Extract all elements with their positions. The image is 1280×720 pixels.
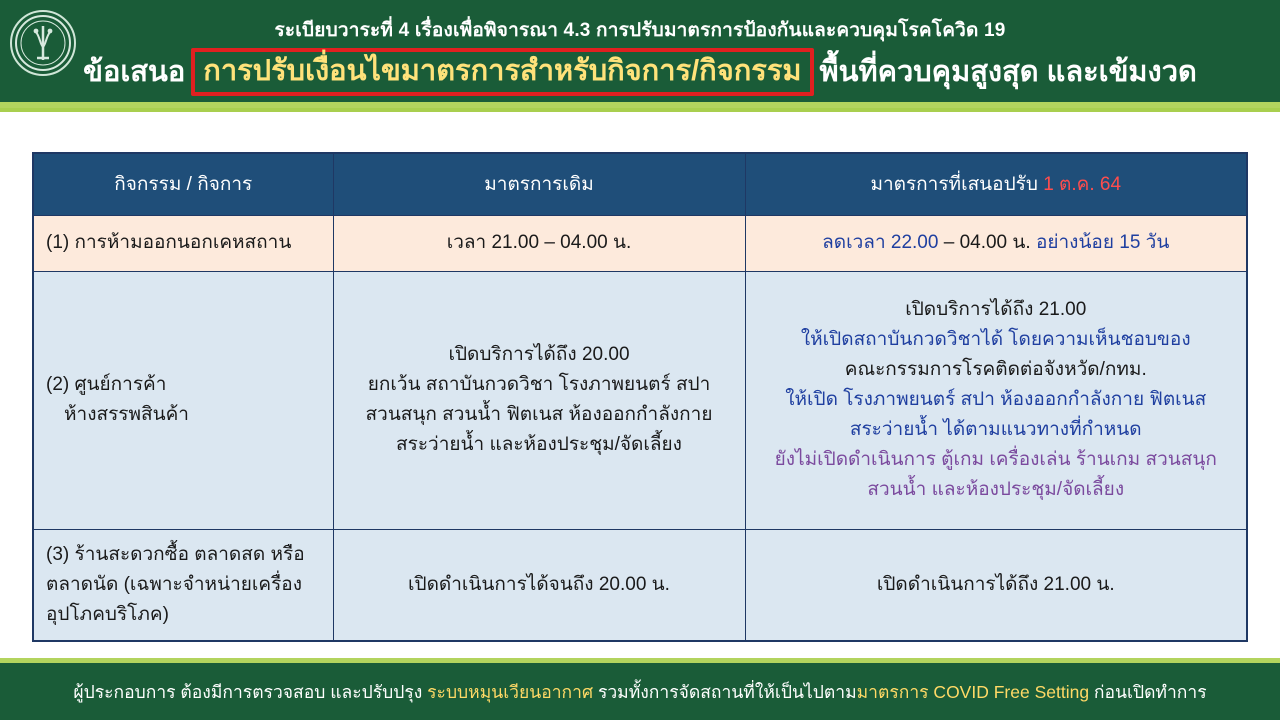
- agenda-line: ระเบียบวาระที่ 4 เรื่องเพื่อพิจารณา 4.3 การปรับมาตรการป้องกันและควบคุมโรคโควิด 19: [274, 20, 1006, 41]
- row2-prev-line3: สวนสนุก สวนน้ำ ฟิตเนส ห้องออกกำลังกาย: [365, 404, 713, 425]
- table-row: [33, 271, 1247, 529]
- row2-prop-line6: ยังไม่เปิดดำเนินการ ตู้เกม เครื่องเล่น ร้านเกม สวนสนุก: [774, 449, 1217, 470]
- footer-highlight-covid-free-setting: มาตรการ COVID Free Setting: [856, 681, 1090, 702]
- footer-part1: ผู้ประกอบการ ต้องมีการตรวจสอบ และปรับปรุง: [73, 681, 428, 702]
- row3-activity-line2: ตลาดนัด (เฉพาะจำหน่ายเครื่อง: [46, 573, 302, 595]
- title-line: [83, 48, 1197, 96]
- footer-part2: รวมทั้งการจัดสถานที่ให้เป็นไปตาม: [593, 681, 857, 702]
- table-header-row: [33, 153, 1247, 215]
- title-prefix: ข้อเสนอ: [83, 56, 186, 88]
- row3-previous-measure: เปิดดำเนินการได้จนถึง 20.00 น.: [333, 529, 745, 641]
- row2-activity-line2: ห้างสรรพสินค้า: [64, 404, 189, 425]
- column-header-previous-measure: มาตรการเดิม: [333, 153, 745, 215]
- row2-prop-line1: เปิดบริการได้ถึง 21.00: [905, 299, 1087, 320]
- row2-prop-line3: คณะกรรมการโรคติดต่อจังหวัด/กทม.: [844, 359, 1147, 380]
- row2-prop-line2: ให้เปิดสถาบันกวดวิชาได้ โดยความเห็นชอบของ: [800, 329, 1191, 350]
- row1-activity: (1) การห้ามออกนอกเคหสถาน: [33, 215, 333, 271]
- row1-proposed-measure: [745, 215, 1247, 271]
- footer-part3: ก่อนเปิดทำการ: [1089, 681, 1207, 702]
- table-row: [33, 215, 1247, 271]
- row2-prev-line1: เปิดบริการได้ถึง 20.00: [448, 344, 630, 365]
- title-boxed-emphasis: การปรับเงื่อนไขมาตรการสำหรับกิจการ/กิจกรรม: [191, 48, 813, 96]
- table-row: [33, 529, 1247, 641]
- row3-activity-line1: (3) ร้านสะดวกซื้อ ตลาดสด หรือ: [46, 543, 305, 565]
- row1-proposed-part1: ลดเวลา 22.00: [822, 232, 939, 253]
- column-header-proposed-measure: [745, 153, 1247, 215]
- column-header-proposed-measure-text: มาตรการที่เสนอปรับ: [870, 174, 1038, 196]
- column-header-activity: กิจกรรม / กิจการ: [33, 153, 333, 215]
- footer-note: [63, 680, 1216, 704]
- row2-prev-line4: สระว่ายน้ำ และห้องประชุม/จัดเลี้ยง: [396, 434, 682, 455]
- row2-prop-line5: สระว่ายน้ำ ได้ตามแนวทางที่กำหนด: [849, 419, 1142, 440]
- header-accent-bar: [0, 102, 1280, 108]
- row2-activity-line1: (2) ศูนย์การค้า: [46, 374, 167, 395]
- row1-proposed-part2: – 04.00 น.: [938, 232, 1036, 253]
- column-header-effective-date: 1 ต.ค. 64: [1043, 174, 1122, 196]
- row2-activity: [33, 271, 333, 529]
- measures-table: [32, 152, 1248, 642]
- measures-table-container: [32, 152, 1248, 642]
- row3-proposed-measure: เปิดดำเนินการได้ถึง 21.00 น.: [745, 529, 1247, 641]
- row3-activity: [33, 529, 333, 641]
- row2-proposed-measure: [745, 271, 1247, 529]
- row2-prop-line7: สวนน้ำ และห้องประชุม/จัดเลี้ยง: [867, 479, 1125, 500]
- title-suffix: พื้นที่ควบคุมสูงสุด และเข้มงวด: [819, 56, 1197, 88]
- page-header: [0, 0, 1280, 112]
- row2-previous-measure: [333, 271, 745, 529]
- row3-activity-line3: อุปโภคบริโภค): [46, 603, 169, 625]
- row2-prop-line4: ให้เปิด โรงภาพยนตร์ สปา ห้องออกกำลังกาย ฟิตเนส: [785, 389, 1207, 410]
- row1-proposed-part3: อย่างน้อย 15 วัน: [1035, 232, 1170, 253]
- ministry-of-public-health-emblem-icon: [10, 10, 76, 76]
- footer-highlight-ventilation: ระบบหมุนเวียนอากาศ: [427, 681, 594, 702]
- page-footer: [0, 658, 1280, 720]
- row1-previous-measure: เวลา 21.00 – 04.00 น.: [333, 215, 745, 271]
- row2-prev-line2: ยกเว้น สถาบันกวดวิชา โรงภาพยนตร์ สปา: [367, 374, 711, 395]
